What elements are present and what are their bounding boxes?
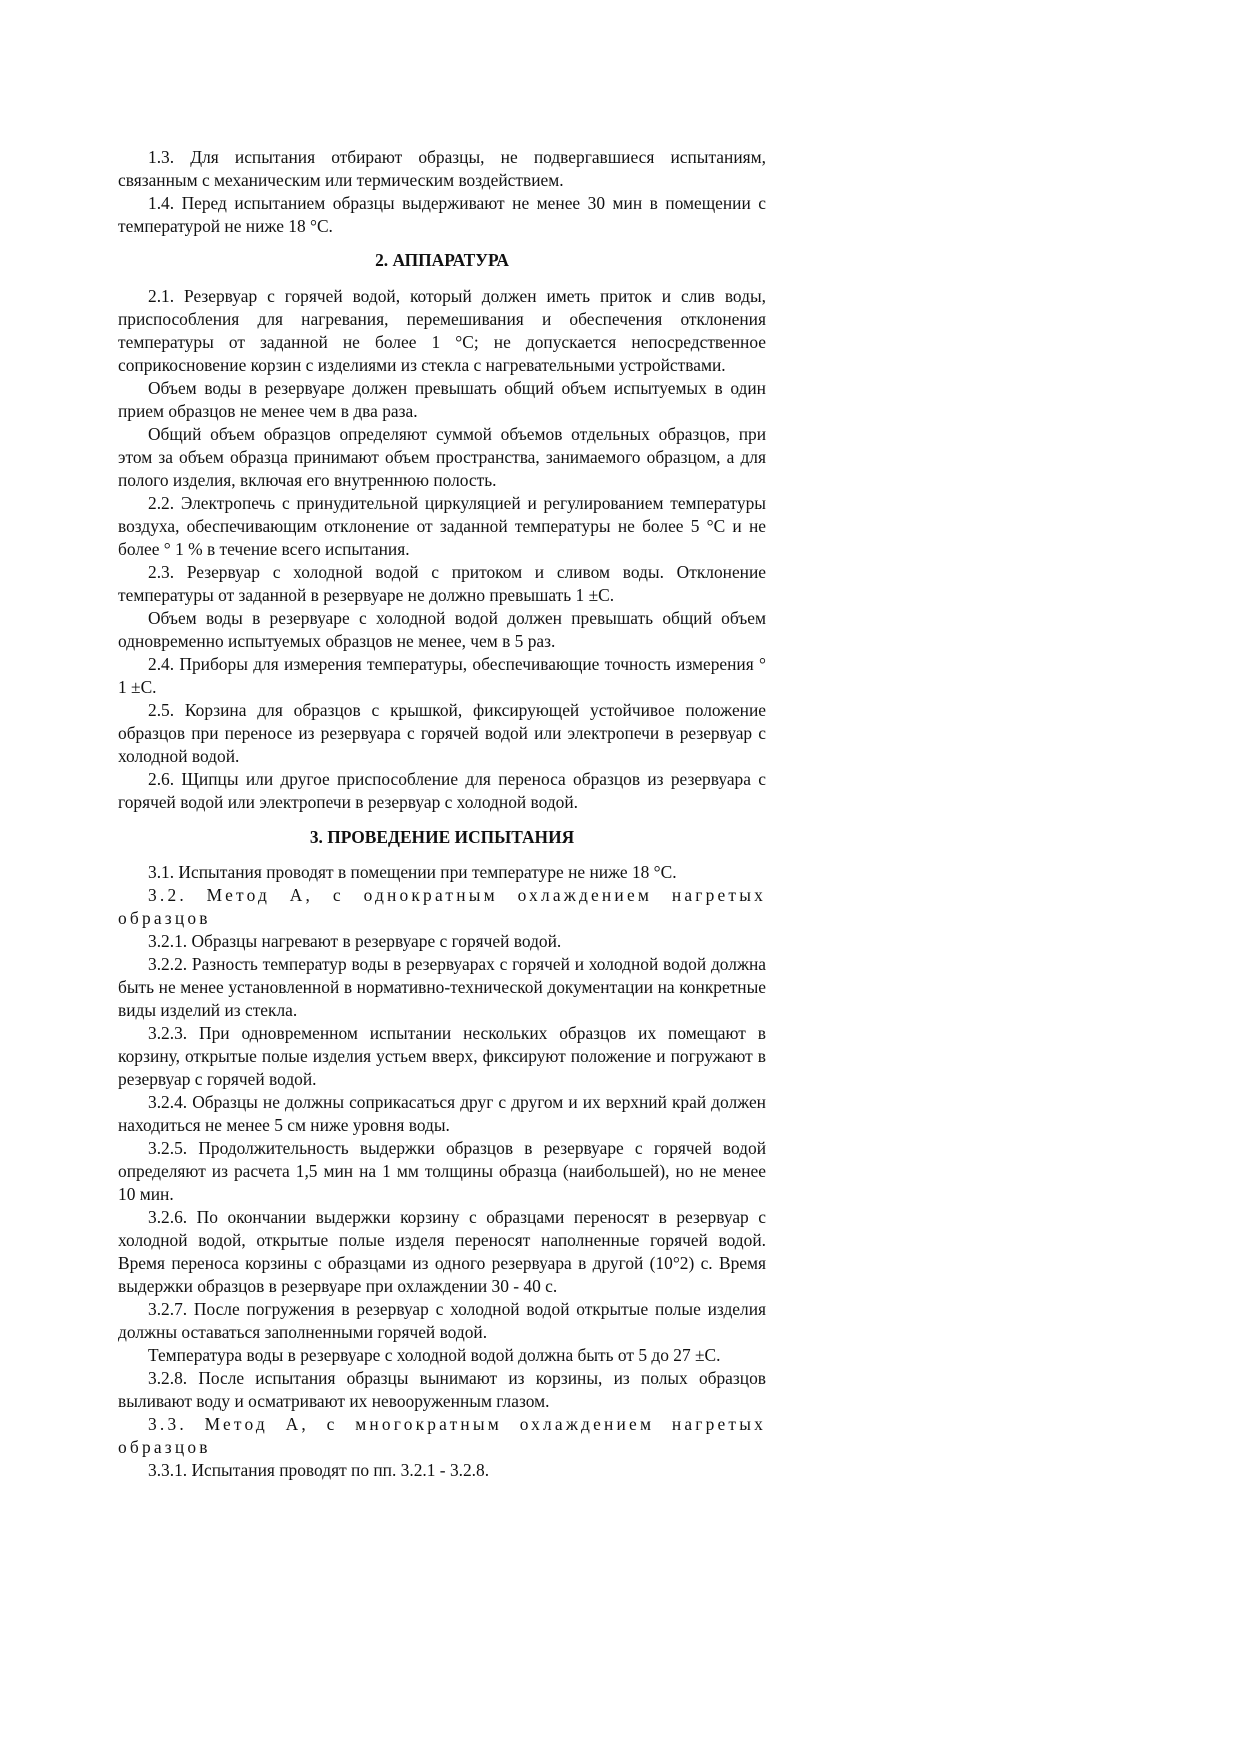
paragraph-2-1-total-volume: Общий объем образцов определяют суммой объемов отдельных образцов, при этом за объем образца принимают объем пространства, занимаемого образцом, а для полого изделия, включая его внутреннюю полость. bbox=[118, 424, 766, 490]
paragraph-1-4: 1.4. Перед испытанием образцы выдерживают не менее 30 мин в помещении с температурой не ниже 18 °С. bbox=[118, 193, 766, 236]
paragraph-3-2-1: 3.2.1. Образцы нагревают в резервуаре с горячей водой. bbox=[148, 931, 562, 951]
paragraph-2-3-cold-water-volume: Объем воды в резервуаре с холодной водой должен превышать общий объем одновременно испытуемых образцов не менее, чем в 5 раз. bbox=[118, 608, 766, 651]
paragraph-3-2-7-temperature: Температура воды в резервуаре с холодной водой должна быть от 5 до 27 ±С. bbox=[148, 1345, 721, 1365]
paragraph-3-3-1: 3.3.1. Испытания проводят по пп. 3.2.1 - 3.2.8. bbox=[148, 1460, 490, 1480]
paragraph-1-3: 1.3. Для испытания отбирают образцы, не подвергавшиеся испытаниям, связанным с механическим или термическим воздействием. bbox=[118, 147, 766, 190]
paragraph-2-2: 2.2. Электропечь с принудительной циркуляцией и регулированием температуры воздуха, обеспечивающим отклонение от заданной температуры не более 5 °С и не более ° 1 % в течение всего испытания. bbox=[118, 493, 766, 559]
paragraph-2-3: 2.3. Резервуар с холодной водой с притоком и сливом воды. Отклонение температуры от заданной в резервуаре не должно превышать 1 ±С. bbox=[118, 562, 766, 605]
paragraph-3-2-7: 3.2.7. После погружения в резервуар с холодной водой открытые полые изделия должны оставаться заполненными горячей водой. bbox=[118, 1299, 766, 1342]
paragraph-3-2-3: 3.2.3. При одновременном испытании нескольких образцов их помещают в корзину, открытые полые изделия устьем вверх, фиксируют положение и погружают в резервуар с горячей водой. bbox=[118, 1023, 766, 1089]
paragraph-2-1: 2.1. Резервуар с горячей водой, который должен иметь приток и слив воды, приспособления для нагревания, перемешивания и обеспечения отклонения температуры от заданной не более 1 °С; не допускается непосредственное соприкосновение корзин с изделиями из стекла с нагревательными устройствами. bbox=[118, 286, 766, 375]
paragraph-3-2-5: 3.2.5. Продолжительность выдержки образцов в резервуаре с горячей водой определяют из расчета 1,5 мин на 1 мм толщины образца (наибольшей), но не менее 10 мин. bbox=[118, 1138, 766, 1204]
paragraph-3-3-method-title: 3.3. Метод А, с многократным охлаждением нагретых образцов bbox=[118, 1414, 766, 1457]
paragraph-2-4: 2.4. Приборы для измерения температуры, обеспечивающие точность измерения ° 1 ±С. bbox=[118, 654, 766, 697]
section-2-heading: 2. АППАРАТУРА bbox=[375, 250, 509, 270]
section-3-heading: 3. ПРОВЕДЕНИЕ ИСПЫТАНИЯ bbox=[309, 827, 575, 847]
document-page bbox=[118, 146, 766, 1482]
paragraph-2-1-water-volume: Объем воды в резервуаре должен превышать общий объем испытуемых в один прием образцов не менее чем в два раза. bbox=[118, 378, 766, 421]
paragraph-3-2-2: 3.2.2. Разность температур воды в резервуарах с горячей и холодной водой должна быть не менее установленной в нормативно-технической документации на конкретные виды изделий из стекла. bbox=[118, 954, 766, 1020]
paragraph-2-5: 2.5. Корзина для образцов с крышкой, фиксирующей устойчивое положение образцов при переносе из резервуара с горячей водой или электропечи в резервуар с холодной водой. bbox=[118, 700, 766, 766]
paragraph-3-2-8: 3.2.8. После испытания образцы вынимают из корзины, из полых образцов выливают воду и осматривают их невооруженным глазом. bbox=[118, 1368, 766, 1411]
paragraph-3-2-method-title: 3.2. Метод А, с однократным охлаждением нагретых образцов bbox=[118, 885, 766, 928]
paragraph-3-2-6: 3.2.6. По окончании выдержки корзину с образцами переносят в резервуар с холодной водой, открытые полые изделя переносят наполненные горячей водой. Время переноса корзины с образцами из одного резервуара в другой (10°2) с. Время выдержки образцов в резервуаре при охлаждении 30 - 40 с. bbox=[118, 1207, 766, 1296]
paragraph-2-6: 2.6. Щипцы или другое приспособление для переноса образцов из резервуара с горячей водой или электропечи в резервуар с холодной водой. bbox=[118, 769, 766, 812]
paragraph-3-2-4: 3.2.4. Образцы не должны соприкасаться друг с другом и их верхний край должен находиться не менее 5 см ниже уровня воды. bbox=[118, 1092, 766, 1135]
paragraph-3-1: 3.1. Испытания проводят в помещении при температуре не ниже 18 °С. bbox=[148, 862, 677, 882]
